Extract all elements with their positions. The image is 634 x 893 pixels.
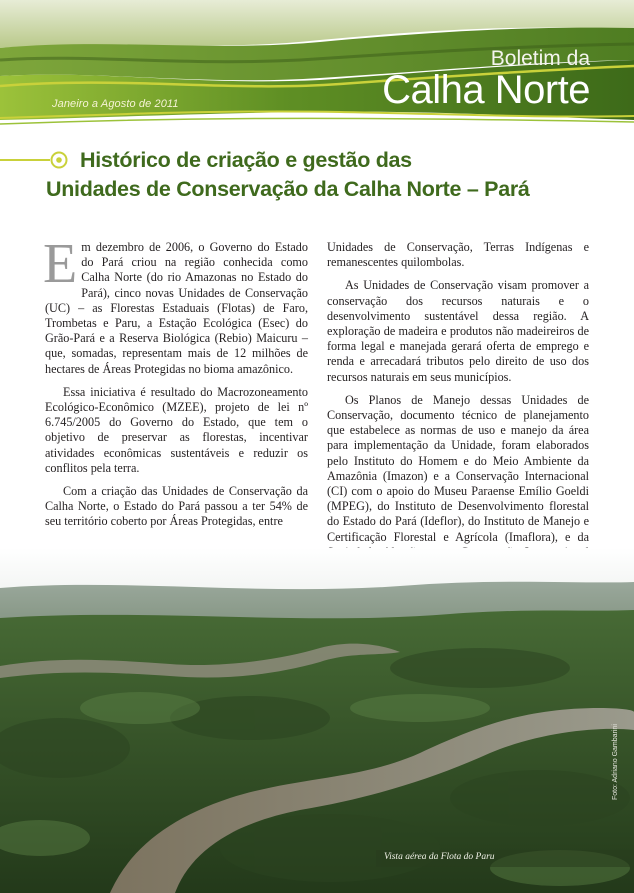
masthead-subtitle: Boletim da <box>490 47 590 70</box>
left-column <box>43 233 308 538</box>
paragraph <box>43 233 308 377</box>
photo-credit: Foto: Adriano Gambarini <box>612 724 619 800</box>
article-title-line1: Histórico de criação e gestão das <box>80 148 412 172</box>
aerial-photo <box>0 548 634 893</box>
right-column <box>327 240 589 583</box>
paragraph-text: m dezembro de 2006, o Governo do Estado do Pará criou na região conhecida como Calha Norte (do rio Amazonas no Estado do Pará), cinco novas Unidades de Conservação (UC) – as Florestas Estaduais (Flotas) de Faro, Trombetas e Paru, a Estação Ecológica (Esec) do Grão-Pará e a Reserva Biológica (Rebio) Maicuru – que, somadas, representam mais de 12 milhões de hectares de Áreas Protegidas no bioma amazônico. <box>45 240 308 376</box>
issue-date: Janeiro a Agosto de 2011 <box>52 98 179 110</box>
aerial-forest-river-image <box>0 548 634 893</box>
article-title <box>46 146 600 204</box>
article-title-line2: Unidades de Conservação da Calha Norte – Pará <box>46 177 530 201</box>
paragraph: Essa iniciativa é resultado do Macrozoneamento Ecológico-Econômico (MZEE), projeto de lei nº 6.745/2005 do Governo do Estado, que tem o objetivo de preservar as florestas, incentivar atividades econômicas sustentáveis e reduzir os conflitos pela terra. <box>45 384 308 475</box>
paragraph: Os Planos de Manejo dessas Unidades de Conservação, documento técnico de planejamento que estabelece as normas de uso e manejo da área para implementação da Unidade, foram elaborados pelo Instituto do Homem e do Meio Ambiente da Amazônia (Imazon) e a Conservação Internacional (CI) com o apoio do Museu Paraense Emílio Goeldi (MPEG), do Instituto de Desenvolvimento florestal do Estado do Pará (Ideflor), do Instituto de Manejo e Certificação Florestal e Agrícola (Imaflora), e da <box>327 392 589 544</box>
paragraph: As Unidades de Conservação visam promover a conservação dos recursos naturais e o desenvolvimento sustentável dessa região. A exploração de madeira e produtos não madeireiros de forma legal e manejada gerará oferta de emprego e renda e arrecadará tributos pelo direito de uso dos recursos naturais em seus municípios. <box>327 278 589 384</box>
paragraph: Com a criação das Unidades de Conservação da Calha Norte, o Estado do Pará passou a ter 54% de seu território coberto por Áreas Protegidas, entre <box>45 484 308 529</box>
target-bullet-icon <box>0 150 72 170</box>
paragraph: Unidades de Conservação, Terras Indígenas e remanescentes quilombolas. <box>327 240 589 270</box>
photo-caption: Vista aérea da Flota do Paru <box>384 852 495 862</box>
masthead-title: Calha Norte <box>382 68 590 112</box>
drop-cap: E <box>43 233 78 295</box>
masthead-banner <box>0 0 634 128</box>
